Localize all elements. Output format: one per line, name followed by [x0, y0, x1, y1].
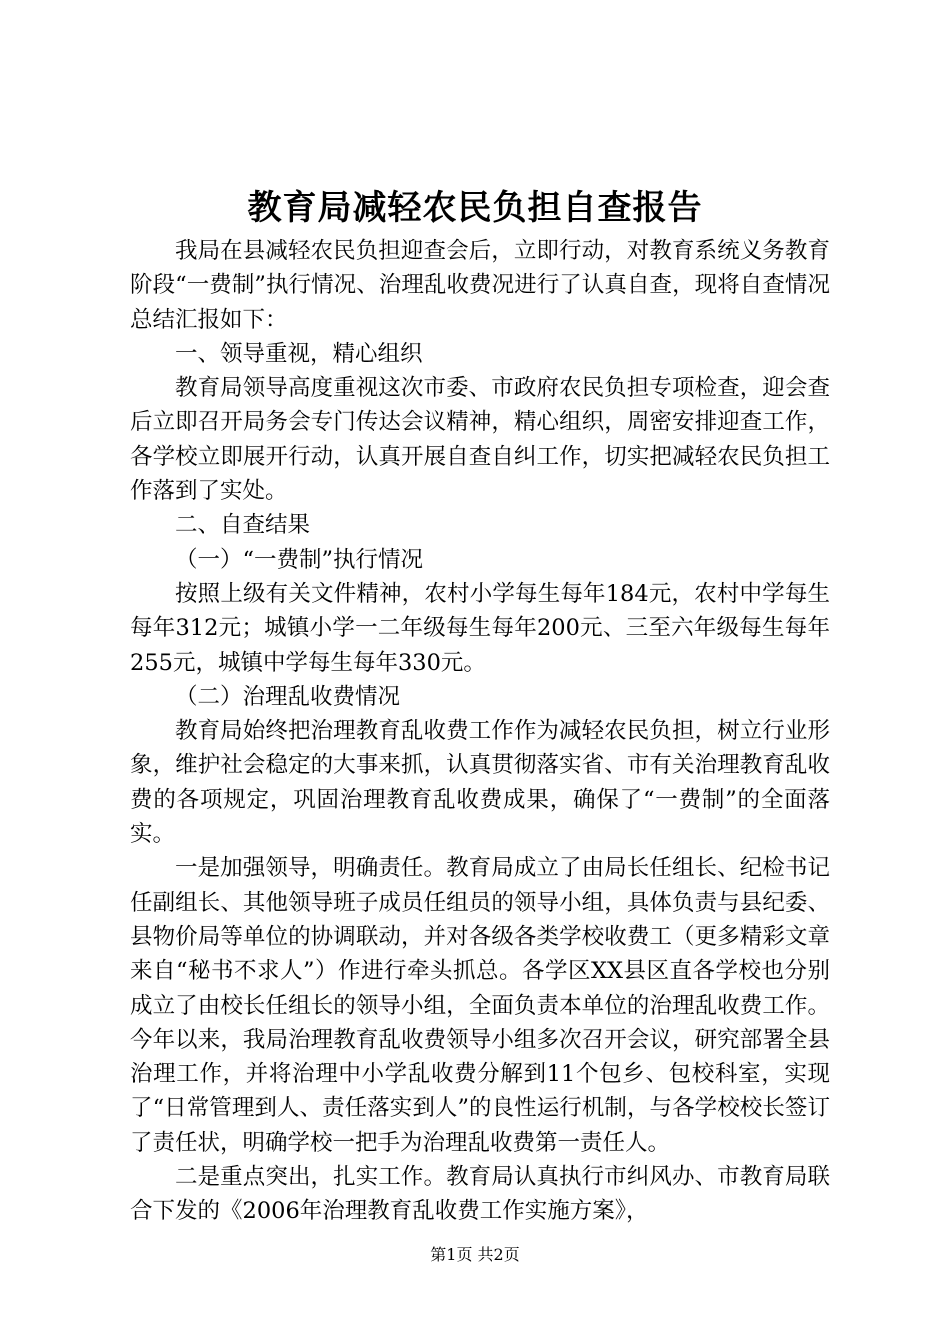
paragraph-point-one: 一是加强领导，明确责任。教育局成立了由局长任组长、纪检书记任副组长、其他领导班子成员任组员的领导小组，具体负责与县纪委、县物价局等单位的协调联动，并对各级各类学校收费工（更多精彩文章来自“秘书不求人”）作进行牵头抓总。各学区XX县区直各学校也分别成立了由校长任组长的领导小组，全面负责本单位的治理乱收费工作。今年以来，我局治理教育乱收费领导小组多次召开会议，研究部署全县治理工作，并将治理中小学乱收费分解到11个包乡、包校科室，实现了“日常管理到人、责任落实到人”的良性运行机制，与各学校校长签订了责任状，明确学校一把手为治理乱收费第一责任人。: [130, 855, 830, 1156]
paragraph-point-two: 二是重点突出，扎实工作。教育局认真执行市纠风办、市教育局联合下发的《2006年治理教育乱收费工作实施方案》，: [130, 1164, 830, 1225]
subheading-one-fee: （一）“一费制”执行情况: [175, 546, 424, 573]
document-title: 教育局减轻农民负担自查报告: [247, 188, 703, 228]
document-body: [130, 234, 830, 1229]
subheading-fee-governance: （二）治理乱收费情况: [175, 683, 401, 710]
heading-section-1: 一、领导重视，精心组织: [175, 340, 423, 367]
page-footer: 第1页 共2页: [430, 1245, 520, 1264]
paragraph-intro: 我局在县减轻农民负担迎查会后，立即行动，对教育系统义务教育阶段“一费制”执行情况、治理乱收费况进行了认真自查，现将自查情况总结汇报如下：: [130, 238, 830, 333]
heading-section-2: 二、自查结果: [175, 512, 311, 539]
paragraph-leadership: 教育局领导高度重视这次市委、市政府农民负担专项检查，迎会查后立即召开局务会专门传达会议精神，精心组织，周密安排迎查工作，各学校立即展开行动，认真开展自查自纠工作，切实把减轻农民负担工作落到了实处。: [130, 375, 830, 505]
paragraph-governance: 教育局始终把治理教育乱收费工作作为减轻农民负担，树立行业形象，维护社会稳定的大事来抓，认真贯彻落实省、市有关治理教育乱收费的各项规定，巩固治理教育乱收费成果，确保了“一费制”的全面落实。: [130, 718, 830, 848]
paragraph-fee-standards: 按照上级有关文件精神，农村小学每生每年184元，农村中学每生每年312元；城镇小学一二年级每生每年200元、三至六年级每生每年255元，城镇中学每生每年330元。: [130, 580, 830, 676]
